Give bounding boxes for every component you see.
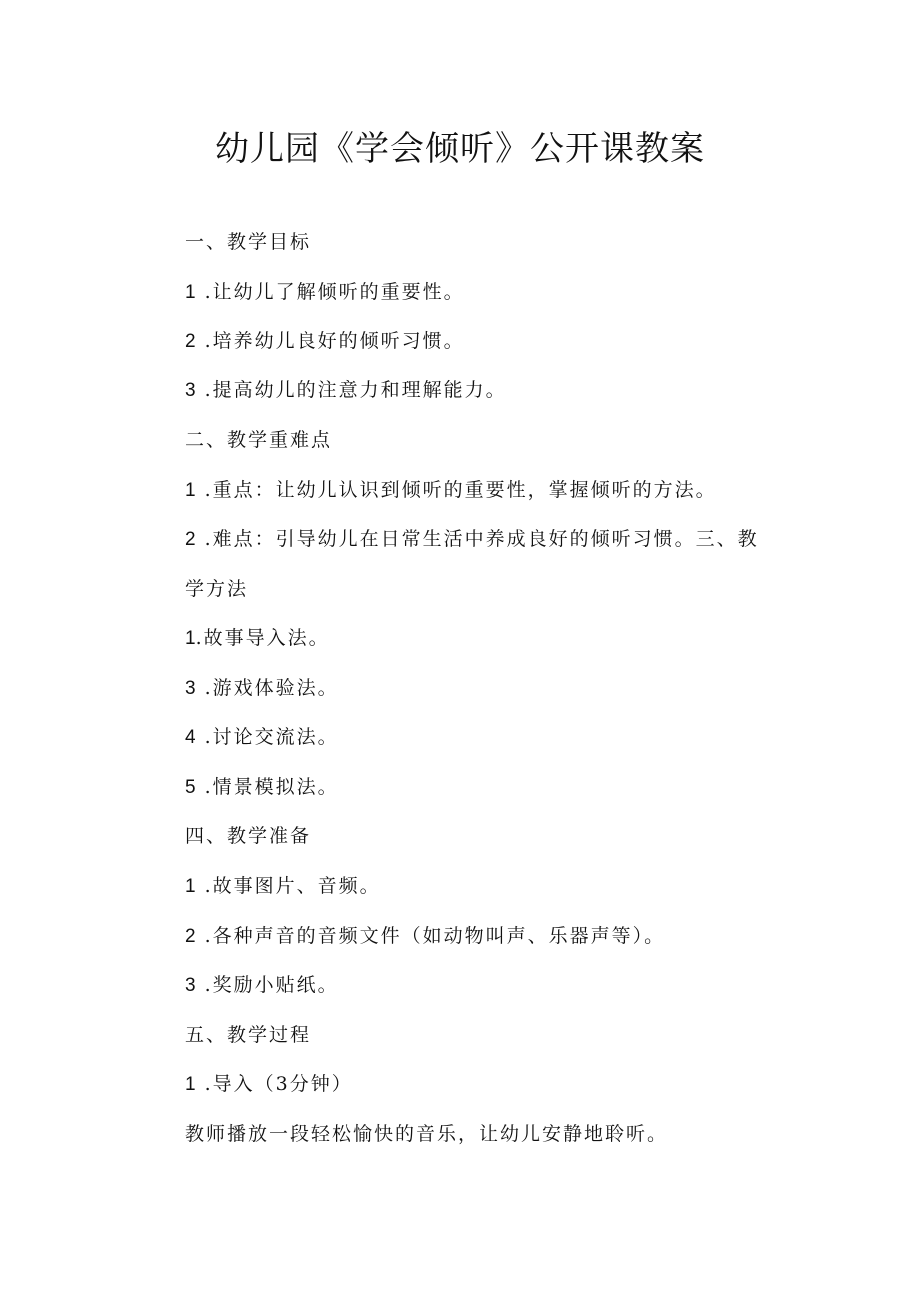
item-number: 2 — [185, 529, 196, 550]
item-text: .难点：引导幼儿在日常生活中养成良好的倾听习惯。三、教 — [204, 528, 759, 550]
item-text: .故事导入法。 — [195, 627, 330, 649]
item-number: 2 — [185, 331, 196, 352]
key-point-item-1 — [185, 475, 717, 506]
method-item-4 — [185, 722, 339, 753]
item-number: 3 — [185, 380, 196, 401]
objective-item-1 — [185, 277, 465, 308]
process-paragraph: 教师播放一段轻松愉快的音乐，让幼儿安静地聆听。 — [185, 1123, 669, 1145]
section-heading-methods-continued: 学方法 — [185, 578, 249, 600]
item-number: 1 — [185, 628, 196, 649]
item-text: .让幼儿了解倾听的重要性。 — [204, 281, 465, 303]
item-text: .导入（3分钟） — [204, 1073, 353, 1095]
item-text: .故事图片、音频。 — [204, 875, 381, 897]
section-heading-process: 五、教学过程 — [185, 1024, 312, 1046]
item-number: 1 — [185, 876, 196, 897]
preparation-item-2 — [185, 921, 665, 952]
item-text: .各种声音的音频文件（如动物叫声、乐器声等）。 — [204, 925, 666, 947]
item-text: .奖励小贴纸。 — [204, 974, 339, 996]
item-text: .培养幼儿良好的倾听习惯。 — [204, 330, 465, 352]
process-item-1 — [185, 1069, 353, 1100]
section-heading-objectives: 一、教学目标 — [185, 231, 312, 253]
key-point-item-2 — [185, 524, 759, 555]
method-item-1 — [185, 623, 330, 654]
item-text: .情景模拟法。 — [204, 776, 339, 798]
preparation-item-1 — [185, 871, 381, 902]
section-heading-preparation: 四、教学准备 — [185, 825, 312, 847]
method-item-3 — [185, 673, 339, 704]
method-item-5 — [185, 772, 339, 803]
objective-item-2 — [185, 326, 465, 357]
section-heading-key-points: 二、教学重难点 — [185, 429, 333, 451]
item-number: 3 — [185, 975, 196, 996]
item-text: .游戏体验法。 — [204, 677, 339, 699]
item-number: 1 — [185, 282, 196, 303]
item-number: 1 — [185, 480, 196, 501]
item-number: 2 — [185, 926, 196, 947]
item-text: .重点：让幼儿认识到倾听的重要性，掌握倾听的方法。 — [204, 479, 717, 501]
item-text: .提高幼儿的注意力和理解能力。 — [204, 379, 507, 401]
preparation-item-3 — [185, 970, 339, 1001]
item-number: 3 — [185, 678, 196, 699]
item-number: 5 — [185, 777, 196, 798]
objective-item-3 — [185, 375, 507, 406]
item-number: 1 — [185, 1074, 196, 1095]
item-text: .讨论交流法。 — [204, 726, 339, 748]
item-number: 4 — [185, 727, 196, 748]
document-title: 幼儿园《学会倾听》公开课教案 — [215, 129, 705, 169]
